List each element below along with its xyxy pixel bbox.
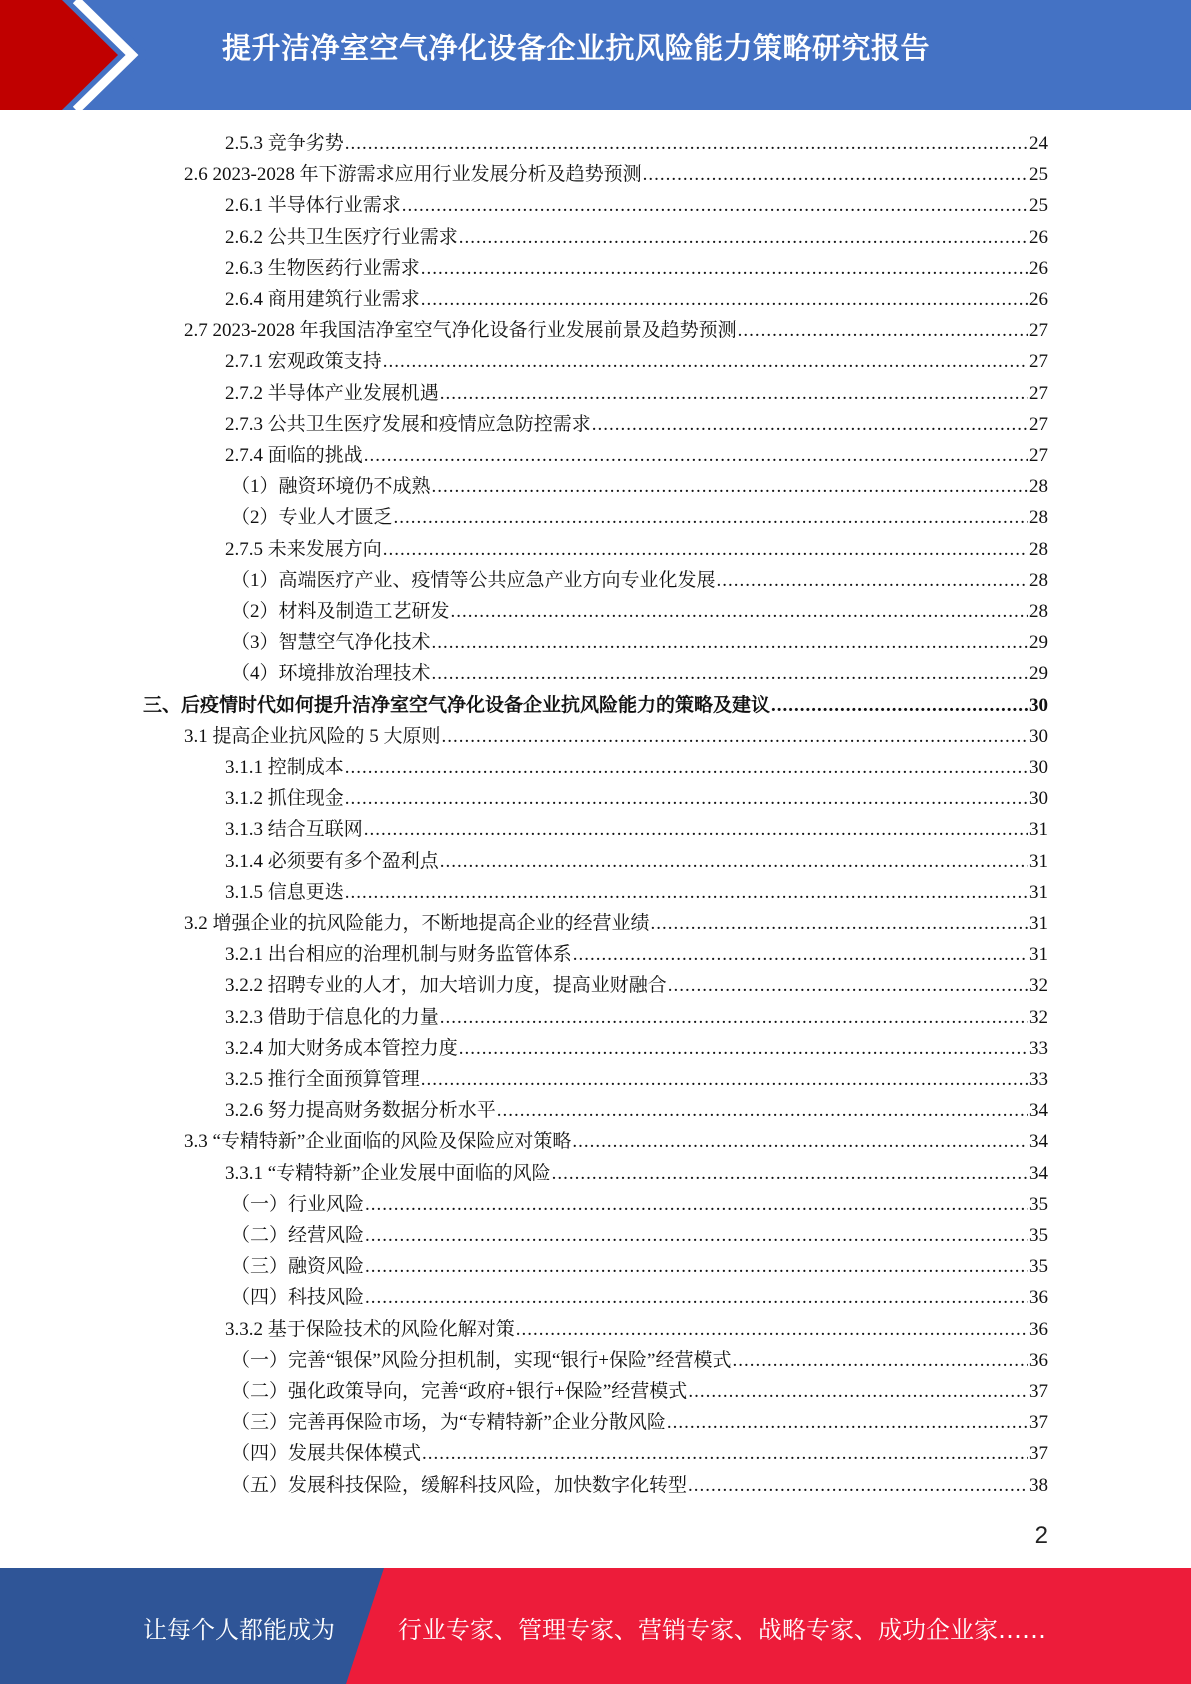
toc-entry[interactable]	[231, 565, 1048, 596]
toc-entry-page: 25	[1029, 164, 1048, 186]
toc-entry-page: 33	[1029, 1069, 1048, 1090]
toc-dot-leader	[422, 1438, 1028, 1469]
toc-dot-leader	[688, 1376, 1028, 1407]
toc-entry[interactable]	[184, 908, 1048, 939]
toc-dot-leader	[365, 1251, 1028, 1282]
toc-entry[interactable]	[225, 1002, 1048, 1033]
toc-entry[interactable]	[231, 596, 1048, 627]
toc-entry-page: 36	[1029, 1318, 1048, 1340]
toc-dot-leader	[432, 471, 1028, 502]
toc-entry-page: 28	[1029, 538, 1048, 560]
toc-entry-label: （二）强化政策导向，完善“政府+银行+保险”经营模式	[231, 1381, 688, 1402]
toc-entry[interactable]	[225, 128, 1048, 159]
toc-entry[interactable]	[225, 1158, 1048, 1189]
toc-dot-leader	[643, 159, 1028, 190]
toc-entry-label: （2）材料及制造工艺研发	[231, 601, 450, 622]
toc-entry-label: （四）科技风险	[231, 1287, 365, 1309]
toc-dot-leader	[365, 1282, 1028, 1313]
toc-entry-label: 3.2.5 推行全面预算管理	[225, 1069, 420, 1090]
toc-entry-page: 32	[1029, 1006, 1048, 1028]
toc-entry-label: 3.2.2 招聘专业的人才，加大培训力度，提高业财融合	[225, 975, 667, 997]
toc-dot-leader	[383, 534, 1028, 565]
toc-dot-leader	[421, 253, 1028, 284]
toc-dot-leader	[667, 1407, 1028, 1438]
toc-entry-label: （一）完善“银保”风险分担机制，实现“银行+保险”经营模式	[231, 1349, 732, 1371]
toc-entry-label: （三）融资风险	[231, 1256, 365, 1278]
toc-entry[interactable]	[225, 1314, 1048, 1345]
toc-entry[interactable]	[231, 502, 1048, 533]
header-arrow-decoration	[0, 0, 160, 110]
toc-entry-label: （1）融资环境仍不成熟	[231, 476, 431, 498]
toc-entry-label: 3.2 增强企业的抗风险能力，不断地提高企业的经营业绩	[184, 913, 650, 934]
toc-dot-leader	[440, 378, 1028, 409]
toc-entry[interactable]	[225, 877, 1048, 908]
toc-entry-page: 34	[1029, 1162, 1048, 1184]
toc-entry-label: （三）完善再保险市场，为“专精特新”企业分散风险	[231, 1412, 666, 1434]
toc-entry[interactable]	[225, 846, 1048, 877]
toc-dot-leader	[771, 690, 1028, 721]
toc-entry-page: 28	[1029, 507, 1048, 529]
toc-dot-leader	[573, 939, 1028, 970]
toc-entry[interactable]	[231, 1282, 1048, 1313]
toc-entry[interactable]	[225, 939, 1048, 970]
footer-bar	[0, 1568, 1191, 1684]
toc-entry-page: 37	[1029, 1412, 1048, 1434]
toc-entry-label: 2.6.4 商用建筑行业需求	[225, 289, 420, 310]
toc-entry-page: 36	[1029, 1287, 1048, 1309]
toc-entry-page: 26	[1029, 289, 1048, 310]
toc-entry-label: 3.1.3 结合互联网	[225, 819, 363, 841]
toc-entry-page: 26	[1029, 226, 1048, 248]
toc-dot-leader	[364, 814, 1028, 845]
toc-entry-page: 38	[1029, 1474, 1048, 1496]
toc-dot-leader	[421, 284, 1028, 315]
toc-entry-label: 3.2.6 努力提高财务数据分析水平	[225, 1100, 496, 1122]
toc-entry-label: 3.1.1 控制成本	[225, 757, 344, 778]
toc-entry[interactable]	[231, 1407, 1048, 1438]
toc-dot-leader	[451, 596, 1028, 627]
toc-entry-page: 27	[1029, 445, 1048, 466]
toc-entry-page: 31	[1029, 944, 1048, 966]
toc-entry-label: （4）环境排放治理技术	[231, 663, 431, 685]
toc-entry-page: 27	[1029, 351, 1048, 373]
toc-entry-page: 24	[1029, 133, 1048, 154]
toc-dot-leader	[345, 877, 1028, 908]
toc-dot-leader	[592, 409, 1028, 440]
toc-entry-label: 2.5.3 竞争劣势	[225, 133, 344, 154]
toc-entry-page: 30	[1029, 788, 1048, 810]
toc-entry[interactable]	[225, 783, 1048, 814]
toc-entry-page: 31	[1029, 881, 1048, 903]
toc-entry[interactable]	[225, 284, 1048, 315]
toc-dot-leader	[432, 658, 1028, 689]
toc-entry[interactable]	[225, 1033, 1048, 1064]
toc-entry[interactable]	[225, 814, 1048, 845]
toc-dot-leader	[345, 128, 1028, 159]
toc-dot-leader	[497, 1095, 1028, 1126]
toc-entry-page: 37	[1029, 1443, 1048, 1465]
toc-dot-leader	[402, 190, 1028, 221]
footer-slogan-left: 让每个人都能成为	[143, 1616, 335, 1644]
toc-entry-page: 35	[1029, 1225, 1048, 1246]
footer-slogan-right: 行业专家、管理专家、营销专家、战略专家、成功企业家……	[398, 1616, 1046, 1644]
toc-entry-label: 3.1 提高企业抗风险的 5 大原则	[184, 725, 441, 747]
toc-entry-page: 31	[1029, 819, 1048, 841]
toc-entry[interactable]	[225, 190, 1048, 221]
toc-entry-page: 28	[1029, 476, 1048, 498]
toc-entry[interactable]	[225, 440, 1048, 471]
toc-entry-label: 3.1.2 抓住现金	[225, 788, 344, 810]
toc-dot-leader	[394, 502, 1028, 533]
toc-entry[interactable]	[184, 1126, 1048, 1157]
toc-entry-label: （1）高端医疗产业、疫情等公共应急产业方向专业化发展	[231, 569, 716, 591]
toc-entry-label: 2.7.2 半导体产业发展机遇	[225, 382, 439, 404]
toc-entry-label: 2.6.2 公共卫生医疗行业需求	[225, 226, 458, 248]
toc-dot-leader	[552, 1158, 1028, 1189]
toc-entry-page: 33	[1029, 1037, 1048, 1059]
page-number: 2	[1034, 1522, 1048, 1549]
toc-entry-label: 2.6 2023-2028 年下游需求应用行业发展分析及趋势预测	[184, 164, 642, 186]
toc-entry-page: 32	[1029, 975, 1048, 997]
toc-entry[interactable]	[231, 471, 1048, 502]
toc-entry-label: 3.3 “专精特新”企业面临的风险及保险应对策略	[184, 1131, 572, 1153]
report-title: 提升洁净室空气净化设备企业抗风险能力策略研究报告	[222, 31, 931, 65]
toc-entry-label: （五）发展科技保险，缓解科技风险，加快数字化转型	[231, 1474, 688, 1496]
toc-entry-label: 3.2.3 借助于信息化的力量	[225, 1006, 439, 1028]
toc-entry-label: （2）专业人才匮乏	[231, 507, 393, 529]
toc-entry[interactable]	[225, 1064, 1048, 1095]
toc-entry-label: 2.7.5 未来发展方向	[225, 538, 382, 560]
toc-entry-label: 2.7.1 宏观政策支持	[225, 351, 382, 373]
toc-entry-page: 37	[1029, 1381, 1048, 1402]
toc-entry[interactable]	[231, 1438, 1048, 1469]
toc-entry-page: 27	[1029, 382, 1048, 404]
toc-entry-label: 2.6.1 半导体行业需求	[225, 195, 401, 217]
toc-dot-leader	[651, 908, 1028, 939]
toc-entry-label: 3.1.4 必须要有多个盈利点	[225, 850, 439, 872]
toc-entry-label: （3）智慧空气净化技术	[231, 632, 431, 654]
toc-entry-page: 30	[1029, 757, 1048, 778]
toc-entry-label: 3.1.5 信息更迭	[225, 881, 344, 903]
toc-entry[interactable]	[225, 253, 1048, 284]
toc-entry-label: 3.2.4 加大财务成本管控力度	[225, 1037, 458, 1059]
toc-entry-page: 31	[1029, 850, 1048, 872]
toc-dot-leader	[738, 315, 1028, 346]
toc-dot-leader	[364, 440, 1028, 471]
header-bar	[0, 0, 1191, 110]
toc-dot-leader	[572, 1126, 1028, 1157]
toc-entry[interactable]	[231, 1345, 1048, 1376]
toc-dot-leader	[365, 1220, 1028, 1251]
toc-entry-label: （四）发展共保体模式	[231, 1443, 422, 1465]
toc-dot-leader	[459, 222, 1028, 253]
toc-dot-leader	[688, 1470, 1028, 1501]
toc-entry-label: 2.7 2023-2028 年我国洁净室空气净化设备行业发展前景及趋势预测	[184, 320, 737, 342]
toc-dot-leader	[668, 970, 1028, 1001]
toc-entry[interactable]	[184, 315, 1048, 346]
toc-entry[interactable]	[184, 159, 1048, 190]
toc-entry-page: 27	[1029, 413, 1048, 435]
toc-entry[interactable]	[231, 1220, 1048, 1251]
toc-entry-label: 3.3.2 基于保险技术的风险化解对策	[225, 1318, 515, 1340]
toc-entry[interactable]	[231, 627, 1048, 658]
toc-dot-leader	[365, 1189, 1028, 1220]
toc-entry-page: 29	[1029, 663, 1048, 685]
toc-entry[interactable]	[143, 690, 1048, 721]
toc-dot-leader	[732, 1345, 1028, 1376]
toc-dot-leader	[516, 1314, 1028, 1345]
toc-entry-page: 30	[1029, 694, 1048, 716]
toc-entry[interactable]	[225, 752, 1048, 783]
toc-dot-leader	[440, 846, 1028, 877]
toc-entry-page: 30	[1029, 725, 1048, 747]
toc-entry[interactable]	[231, 1189, 1048, 1220]
toc-dot-leader	[717, 565, 1028, 596]
toc-entry-label: 2.7.3 公共卫生医疗发展和疫情应急防控需求	[225, 413, 591, 435]
toc-entry-page: 25	[1029, 195, 1048, 217]
toc-entry[interactable]	[225, 378, 1048, 409]
toc-entry-page: 35	[1029, 1256, 1048, 1278]
toc-entry-page: 28	[1029, 569, 1048, 591]
toc-entry[interactable]	[231, 658, 1048, 689]
toc-entry-label: 2.6.3 生物医药行业需求	[225, 257, 420, 279]
toc-entry[interactable]	[231, 1251, 1048, 1282]
toc-entry-page: 27	[1029, 320, 1048, 342]
toc-entry-page: 34	[1029, 1100, 1048, 1122]
toc-entry-page: 28	[1029, 601, 1048, 622]
toc-entry[interactable]	[225, 970, 1048, 1001]
toc-dot-leader	[459, 1033, 1028, 1064]
toc-entry[interactable]	[184, 721, 1048, 752]
toc-entry[interactable]	[225, 409, 1048, 440]
toc-entry-page: 34	[1029, 1131, 1048, 1153]
toc-entry[interactable]	[225, 222, 1048, 253]
toc-entry[interactable]	[225, 1095, 1048, 1126]
toc-dot-leader	[442, 721, 1028, 752]
toc-entry-page: 31	[1029, 913, 1048, 934]
toc-entry-label: 3.3.1 “专精特新”企业发展中面临的风险	[225, 1162, 551, 1184]
toc-dot-leader	[440, 1002, 1028, 1033]
toc-dot-leader	[345, 752, 1028, 783]
toc-entry-label: （二）经营风险	[231, 1225, 365, 1246]
toc-entry-page: 29	[1029, 632, 1048, 654]
toc-entry-page: 35	[1029, 1193, 1048, 1215]
toc-dot-leader	[383, 346, 1028, 377]
toc-dot-leader	[421, 1064, 1028, 1095]
toc-entry-label: 3.2.1 出台相应的治理机制与财务监管体系	[225, 944, 572, 966]
toc-entry-label: 三、后疫情时代如何提升洁净室空气净化设备企业抗风险能力的策略及建议	[143, 694, 771, 716]
toc-dot-leader	[432, 627, 1028, 658]
toc-entry[interactable]	[225, 346, 1048, 377]
toc-entry[interactable]	[225, 534, 1048, 565]
toc-entry-label: 2.7.4 面临的挑战	[225, 445, 363, 466]
toc-entry-label: （一）行业风险	[231, 1193, 365, 1215]
toc-entry-page: 36	[1029, 1349, 1048, 1371]
toc-entry[interactable]	[231, 1376, 1048, 1407]
toc-dot-leader	[345, 783, 1028, 814]
toc-entry[interactable]	[231, 1470, 1048, 1501]
toc-entry-page: 26	[1029, 257, 1048, 279]
